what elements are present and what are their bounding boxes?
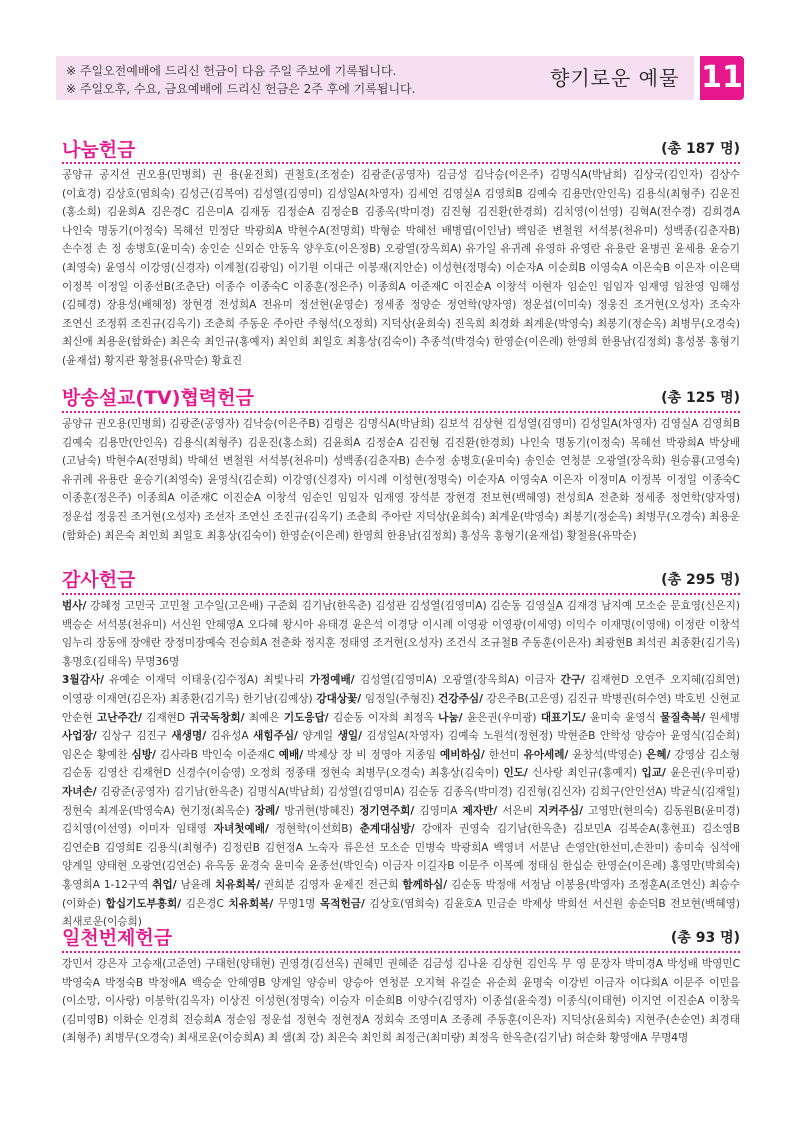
donor-names: 김성일A(차영자) 김예숙 노원석(정현정) 박현준B 안학성 양승아 윤영식(김순희) 임온순 황예찬: [62, 730, 740, 761]
section-title-sharing: 나눔헌금: [62, 139, 136, 161]
offering-category: 치유회복/: [215, 878, 260, 891]
donor-names: 양계일: [297, 730, 338, 743]
offering-category: 간구/: [560, 674, 585, 687]
donor-names: 강은주B(고은영) 김진규 박병권(허수연) 박호빈 신현교 안순현: [62, 692, 741, 724]
offering-category: 자녀손/: [62, 785, 97, 798]
donor-paragraph: 강민서 강은자 고승재(고준연) 구태헌(양태현) 권영경(김선옥) 권혜민 권혜준 김금성 김나윤 김상현 김인옥 무 영 문장자 박미경A 박성배 박영민C 박영숙A 박정숙B 박정애A 백승순 안혜영B 양계일 양승비 양승아 연청분 오지혁 유길순 유순희 윤명숙 이강빈 이금자 이다희A 이문주 이민음(이소망, 이사랑) 이봉학(김옥자) 이상진 이성현(정명숙) 이승자 이순희B 이양수(김영자) 이종섭(윤숙경) 이종식(이태현) 이지연 이진순A 이창욱(김미영B) 이화순 인경희 전승희A 정순임 정운섭 정현숙 정현정A 정회숙 조영미A 조종례 주동훈(이은자) 지덕상(윤희숙) 지현주(손순연) 최경태(최형주) 최병무(오경숙) 최새로운(이승희A) 최 샘(최 강) 최은숙 최인희 최정근(최미량) 최정옥 한옥춘(김기남) 허순화 황영애A 무명4명: [62, 958, 740, 1045]
offering-category: 고난주간/: [97, 711, 142, 724]
donor-names: 김영미A: [414, 804, 463, 817]
donor-names: 윤창석(박영순): [568, 748, 647, 761]
offering-category: 정기연주회/: [359, 804, 415, 817]
section-total-broadcast: (총 125 명): [661, 390, 740, 406]
donor-names: 김순동 이자희 최정옥: [328, 711, 439, 724]
donor-names: 원세병: [704, 711, 740, 724]
offering-category: 함께하심/: [402, 878, 448, 891]
offering-category: 장례/: [254, 804, 280, 817]
offering-category: 새힘주심/: [253, 730, 298, 743]
offering-category: 입교/: [641, 767, 666, 780]
page-title: 향기로운 예물: [550, 66, 680, 90]
notice-line-1: ※ 주일오전예배에 드리신 헌금이 다음 주일 주보에 기록됩니다.: [66, 64, 397, 78]
donor-paragraph: 공양규 공지선 권오용(민병희) 권 용(윤진희) 권철호(조정순) 김광준(공영자) 김금성 김낙승(이은주) 김명식A(박남희) 김상국(김인자) 김상수(이효경) 김상호(염희숙) 김성근(김복여) 김성열(김영미) 김성일A(차영자) 김세연 김영실A 김영희B 김예숙 김용만(안인옥) 김용식(최형주) 김운진(홍소희) 김윤희A 김은경C 김은미A 김재동 김정순A 김정순B 김종옥(박미경) 김진형 김진환(한경희) 김치영(이선영) 김혁A(전수경) 김희경A 나인숙 명동기(이정숙) 목혜선 민정단 박광희A 박현수A(전명희) 박형순 박혜선 배병엽(이인남) 백임준 변철원 서석봉(천유미) 성백종(김춘자B) 손수정 손 정 송병호(윤미숙) 송인순 신외순 안동옥 양우호(이은정B) 오광열(장옥희A) 유가일 유귀례 유영하 유영란 유용란 윤병권 윤세용 윤승기(최영숙) 윤영식 이강영(신경자) 이계철(김광임) 이기원 이대근 이봉재(지안순) 이성현(정명숙) 이순자A 이순희B 이영숙A 이은숙B 이은자 이은택 이정복 이정일 이종선B(조춘단) 이종수 이종숙C 이종훈(정은주) 이종희A 이준재C 이진순A 이창석 이현자 임순인 임임자 임재영 임찬영 임해성(김혜경) 장용성(배혜정) 장현경 전성희A 전유미 정선현(윤영순) 정세종 정양순 정연학(양자영) 정운섭(이미숙) 정웅진 조거현(오성자) 조숙자 조연신 조정휘 조진규(김옥기) 조춘희 주동운 주아란 주형석(오정희) 지덕상(윤희숙) 진옥희 최경화 최계운(박영숙) 최봉기(정순옥) 최병무(오경숙) 최신애 최용운(함화순) 최은숙 최인규(홍예지) 최인희 최일호 최홍상(김숙이) 추종석(박경숙) 한영순(이은례) 한영희 한용남(김정희) 홍성봉 홍형기(윤재섭) 황지관 황철용(유막순) 황효진: [62, 169, 740, 367]
offering-category: 합십기도부흥회/: [105, 897, 182, 910]
section-title-thanks: 감사헌금: [62, 569, 136, 591]
donor-paragraph: [62, 597, 740, 671]
donor-names: 윤은권(우미광): [462, 711, 541, 724]
section-total-thousand-offering: (총 93 명): [670, 930, 740, 946]
section-title-thousand-offering: 일천번제헌금: [62, 927, 173, 949]
offering-category: 범사/: [62, 600, 87, 612]
donor-names: 김유성A: [206, 730, 254, 743]
offering-category: 사업장/: [62, 730, 97, 743]
donor-names: 정현학(이선희B): [268, 823, 360, 836]
donor-names: 김사라B 박인숙 이준재C: [155, 748, 279, 761]
donor-names: 김재현D: [141, 711, 190, 724]
donor-names: 서은비: [497, 804, 539, 817]
donor-names: 김광준(공영자) 김기남(한옥춘) 김명식A(박남희) 김성열(김영미A) 김순동 김종옥(박미경) 김진형(김신자) 김희구(안인선A) 박균식(김재일) 정현숙 최계운(박영숙A) 현기정(최옥순): [62, 785, 740, 817]
donor-names: 유예순 이재덕 이태웅(김수정A) 최빛나리: [103, 674, 310, 687]
page-number: 11: [700, 56, 744, 100]
section-total-sharing: (총 187 명): [661, 141, 740, 157]
offering-category: 3월감사/: [62, 674, 104, 687]
donor-names: 남윤례: [176, 878, 216, 891]
donor-paragraph: 공양규 권오용(민병희) 김광준(공영자) 김낙승(이은주B) 김령은 김명식A(박남희) 김보석 김상현 김성열(김영미) 김성일A(차영자) 김영실A 김영희B 김예숙 김용만(안인옥) 김용식(최형주) 김운진(홍소희) 김윤희A 김정순A 김진형 김진환(한경희) 나인숙 명동기(이정숙) 목혜선 박광희A 박상배(고남숙) 박현수A(전명희) 박혜선 변철원 서석봉(천유미) 성백종(김춘자B) 손수정 송병호(윤미숙) 송인순 연청분 오광열(장옥희) 원승룡(고영숙) 유귀례 유용란 윤승기(최영숙) 윤영식(김순희) 이강영(신경자) 이시례 이성현(정명숙) 이순자A 이영숙A 이은자 이정미A 이정복 이정일 이종숙C 이종훈(정은주) 이종희A 이준재C 이진순A 이창석 임순인 임임자 임재영 장석분 장현경 전보현(백혜영) 전성희A 전춘화 정세종 정연학(양자영) 정운섭 정웅진 조거현(오성자) 조선자 조연신 조진규(김옥기) 조춘희 주아란 지덕상(윤희숙) 최계운(박영숙) 최봉기(정순옥) 최병무(오경숙) 최용운(함화순) 최은숙 최인희 최일호 최홍상(김숙이) 한영순(이은례) 한영희 한용남(김정희) 홍성옥 홍형기(윤재섭) 황철용(유막순): [62, 418, 740, 542]
offering-category: 예비하심/: [439, 748, 485, 761]
donor-names: 한선미: [484, 748, 524, 761]
section-total-thanks: (총 295 명): [661, 572, 740, 588]
donor-names: 김은경C: [181, 897, 229, 910]
offering-category: 새생명/: [171, 730, 207, 743]
offering-category: 물질축복/: [660, 711, 705, 724]
offering-category: 제자반/: [462, 804, 498, 817]
section-divider: [62, 411, 740, 413]
donor-names: 김성열(김영미A) 오광열(장옥희A) 이금자: [354, 674, 561, 687]
donor-names: 김재현D 오연주 오지혜(김희연) 이영광 이재연(김은자) 최종환(김기옥) 한기남(김예상): [62, 674, 741, 705]
donor-names: 강영삼 김소형 김순동 김영산 김재현D 신경수(이승영) 오정희 정종태 정현숙 최병무(오경숙) 최홍상(김숙이): [62, 748, 741, 780]
offering-category: 인도/: [503, 767, 528, 780]
donor-names: 임정일(주형진): [361, 692, 439, 705]
donor-names: 윤미숙 윤영식: [585, 711, 661, 724]
offering-category: 취업/: [152, 878, 177, 891]
section-divider: [62, 951, 740, 953]
section-title-broadcast: 방송설교(TV)협력헌금: [62, 387, 254, 409]
donor-names: 강혜정 고민국 고민철 고수일(고은배) 구준회 김기남(한옥춘) 김성관 김성열(김영미A) 김순동 김영실A 김재경 남지예 모소순 문효영(신은지) 백승순 서석봉(천유미) 서신원 안혜영A 오다혜 왕시아 유태경 윤은석 이경당 이시례 이영광 이영광(이세영) 이익수 이재명(이영애) 이정란 이창석 임누리 장동애 장애란 장정미장예숙 전승희A 전춘화 정지훈 정태영 조거현(오성자) 조건식 조규철B 주동훈(이은자) 최광현B 최석권 최종환(김기옥) 홍명호(김태옥) 무명36명: [62, 600, 740, 668]
section-divider: [62, 162, 740, 164]
donor-list-sharing: [62, 166, 740, 371]
notice-line-2: ※ 주일오후, 수요, 금요예배에 드리신 헌금은 2주 후에 기록됩니다.: [66, 82, 416, 96]
donor-list-thanks: [62, 597, 740, 932]
donor-names: 최예은: [244, 711, 284, 724]
donor-list-thousand-offering: [62, 955, 740, 1048]
offering-category: 나눔/: [438, 711, 463, 724]
donor-names: 방귀현(방혜진): [279, 804, 360, 817]
offering-category: 자녀첫예배/: [213, 823, 269, 836]
donor-names: 강애자 권영숙 김기남(한옥춘) 김보민A 김복순A(홍현표) 김소영B 김연순B 김영희E 김용식(최형주) 김정린B 김현정A 노숙자 류은선 모소순 민병숙 박광희A 백영녀 서분남 손영안(한선미,손찬미) 송미숙 심석애 양계일 양태현 오광연(김연순) 유옥동 윤경숙 윤미숙 윤종선(박인숙) 이금자 이길자B 이문주 이복예 정태심 한십순 한영순(이은례) 홍영만(박희숙) 홍영희A 1-12구역: [62, 823, 741, 891]
offering-category: 강대상꽃/: [316, 692, 362, 705]
donor-names: 고영만(현의숙) 김동원B(윤미경) 김치영(이선영) 이미자 임태영: [62, 804, 740, 836]
donor-names: 권희분 김영자 윤제진 전근희: [259, 878, 403, 891]
offering-category: 대표기도/: [540, 711, 586, 724]
donor-names: 신사랑 최인규(홍예지): [527, 767, 642, 780]
offering-category: 은혜/: [646, 748, 671, 761]
offering-category: 귀국독창회/: [189, 711, 245, 724]
offering-category: 목적헌금/: [320, 897, 365, 910]
offering-category: 생일/: [337, 730, 363, 743]
offering-category: 건강주심/: [438, 692, 483, 705]
donor-names: 윤은권(우미광): [665, 767, 740, 780]
offering-category: 기도응답/: [283, 711, 329, 724]
donor-names: 김상호(염희숙) 김윤호A 민금순 박제상 박희선 서신원 송순덕B 전보현(백혜영) 최새로운(이승희): [62, 897, 740, 929]
offering-category: 심방/: [131, 748, 156, 761]
donor-names: 김상구 김진구: [96, 730, 172, 743]
offering-category: 가정예배/: [309, 674, 355, 687]
offering-category: 예배/: [278, 748, 304, 761]
donor-paragraph: [62, 671, 740, 931]
donor-names: 김순동 박정애 서정남 이봉용(박영자) 조정훈A(조연신) 최승수(이화순): [62, 878, 740, 910]
offering-category: 유아세례/: [523, 748, 569, 761]
offering-category: 지켜주심/: [538, 804, 584, 817]
donor-list-broadcast: [62, 415, 740, 545]
section-divider: [62, 593, 740, 595]
donor-names: 박제상 장 비 정영아 지종임: [303, 748, 440, 761]
donor-names: 무명1명: [273, 897, 321, 910]
offering-category: 치유회복/: [228, 897, 274, 910]
offering-category: 춘계대심방/: [359, 823, 415, 836]
